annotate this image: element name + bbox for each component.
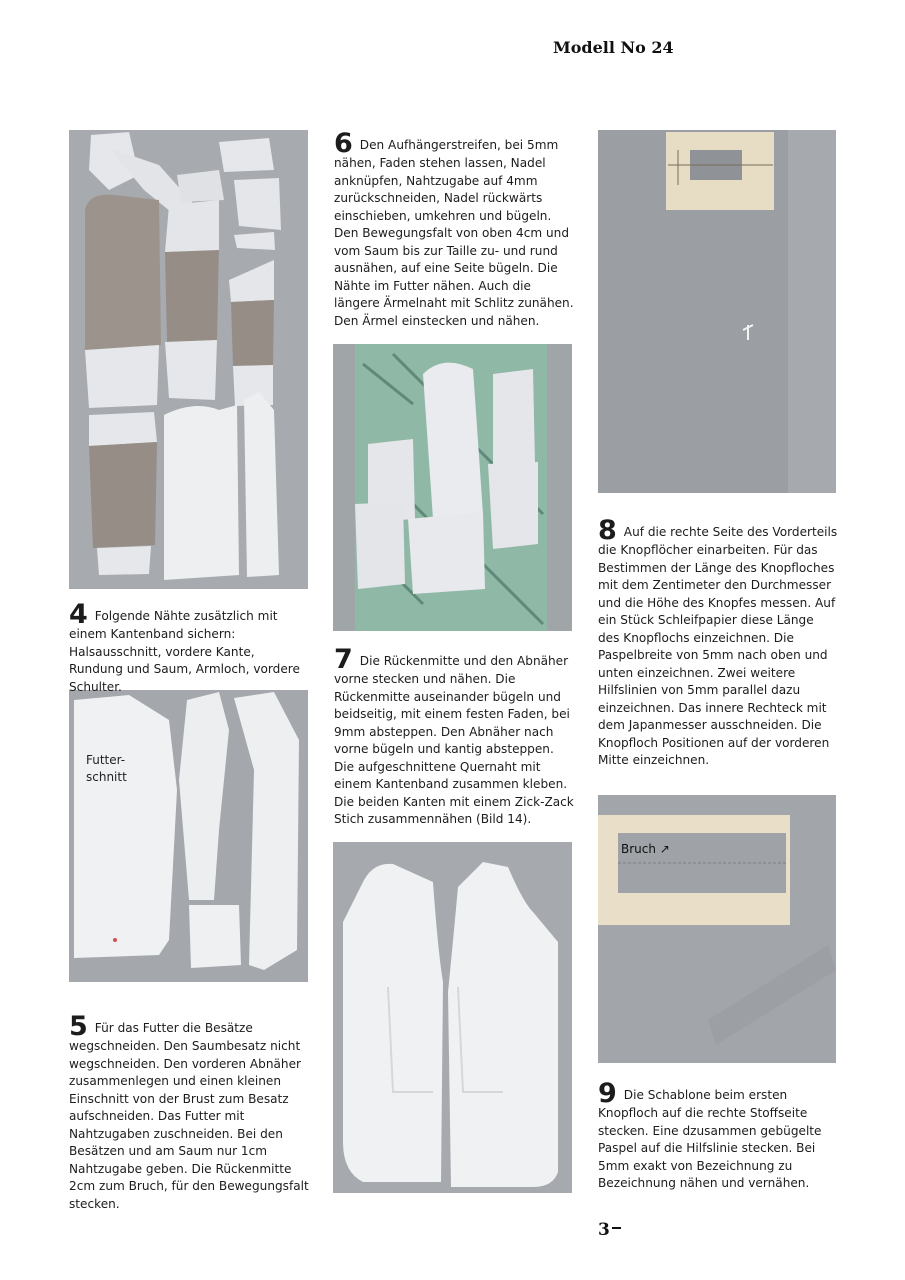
photo-template-fold [598, 795, 836, 1063]
step-8 [598, 515, 838, 770]
page-number-dash [612, 1227, 621, 1229]
step-8-text: Auf die rechte Seite des Vorderteils die Knopflöcher einarbeiten. Für das Bestimmen der Länge des Knopfloches mit dem Zentimeter den Durchmesser und die Höhe des Knopfes messen. Auf ein Stück Schleifpapier diese Länge des Knopflochs einzeichnen. Die Paspelbreite von 5mm nach oben und unten einzeichnen. Zwei weitere Hilfslinien von 5mm parallel dazu einzeichnen. Das innere Rechteck mit dem Japanmesser ausschneiden. Die Knopfloch Positionen auf der vorderen Mitte einzeichnen. [598, 525, 838, 767]
page-title: Modell No 24 [553, 38, 674, 57]
label-futterschnitt-line2: schnitt [86, 770, 127, 784]
photo-white-lining [333, 842, 572, 1193]
step-8-number: 8 [598, 515, 616, 546]
step-6-number: 6 [334, 128, 352, 159]
photo-buttonhole-template [598, 130, 836, 493]
step-5-number: 5 [69, 1011, 87, 1042]
step-5 [69, 1011, 310, 1213]
photo-pattern-pieces [69, 130, 308, 589]
step-4 [69, 599, 310, 696]
step-6 [334, 128, 574, 330]
step-9-text: Die Schablone beim ersten Knopfloch auf die rechte Stoffseite stecken. Eine dzusammen gebügelte Paspel auf die Hilfslinie stecken. Bei 5mm exakt von Bezeichnung zu Bezeichnung nähen und vernähen. [598, 1088, 822, 1190]
label-bruch: Bruch ↗ [621, 842, 670, 856]
step-7-text: Die Rückenmitte und den Abnäher vorne stecken und nähen. Die Rückenmitte auseinander bügeln und beidseitig, mit einem festen Faden, bei 9mm absteppen. Den Abnäher nach vorne bügeln und kantig absteppen. Die aufgeschnittene Quernaht mit einem Kantenband zusammen kleben. Die beiden Kanten mit einem Zick-Zack Stich zusammennähen (Bild 14). [334, 654, 574, 826]
step-7 [334, 644, 574, 829]
step-9 [598, 1078, 838, 1193]
step-4-text: Folgende Nähte zusätzlich mit einem Kantenband sichern: Halsausschnitt, vordere Kante, Rundung und Saum, Armloch, vordere Schulter. [69, 609, 300, 694]
label-futterschnitt-line1: Futter- [86, 753, 126, 767]
step-6-text: Den Aufhängerstreifen, bei 5mm nähen, Faden stehen lassen, Nadel anknüpfen, Nahtzugabe auf 4mm zurückschneiden, Nadel rückwärts einschieben, umkehren und bügeln. Den Bewegungsfalt von oben 4cm und vom Saum bis zur Taille zu- und rund ausnähen, auf eine Seite bügeln. Die Nähte im Futter nähen. Auch die längere Ärmelnaht mit Schlitz zunähen. Den Ärmel einstecken und nähen. [334, 138, 574, 328]
step-7-number: 7 [334, 644, 352, 675]
page-number: 3 [598, 1220, 610, 1240]
photo-lining-cut [69, 690, 308, 982]
step-5-text: Für das Futter die Besätze wegschneiden. Den Saumbesatz nicht wegschneiden. Den vorderen Abnäher zusammenlegen und einen kleinen Einschnitt von der Brust zum Besatz aufschneiden. Das Futter mit Nahtzugaben zuschneiden. Bei den Besätzen und am Saum nur 1cm Nahtzugabe geben. Die Rückenmitte 2cm zum Bruch, für den Bewegungsfalt stecken. [69, 1021, 309, 1211]
photo-green-lining [333, 344, 572, 631]
step-4-number: 4 [69, 599, 87, 630]
step-9-number: 9 [598, 1078, 616, 1109]
